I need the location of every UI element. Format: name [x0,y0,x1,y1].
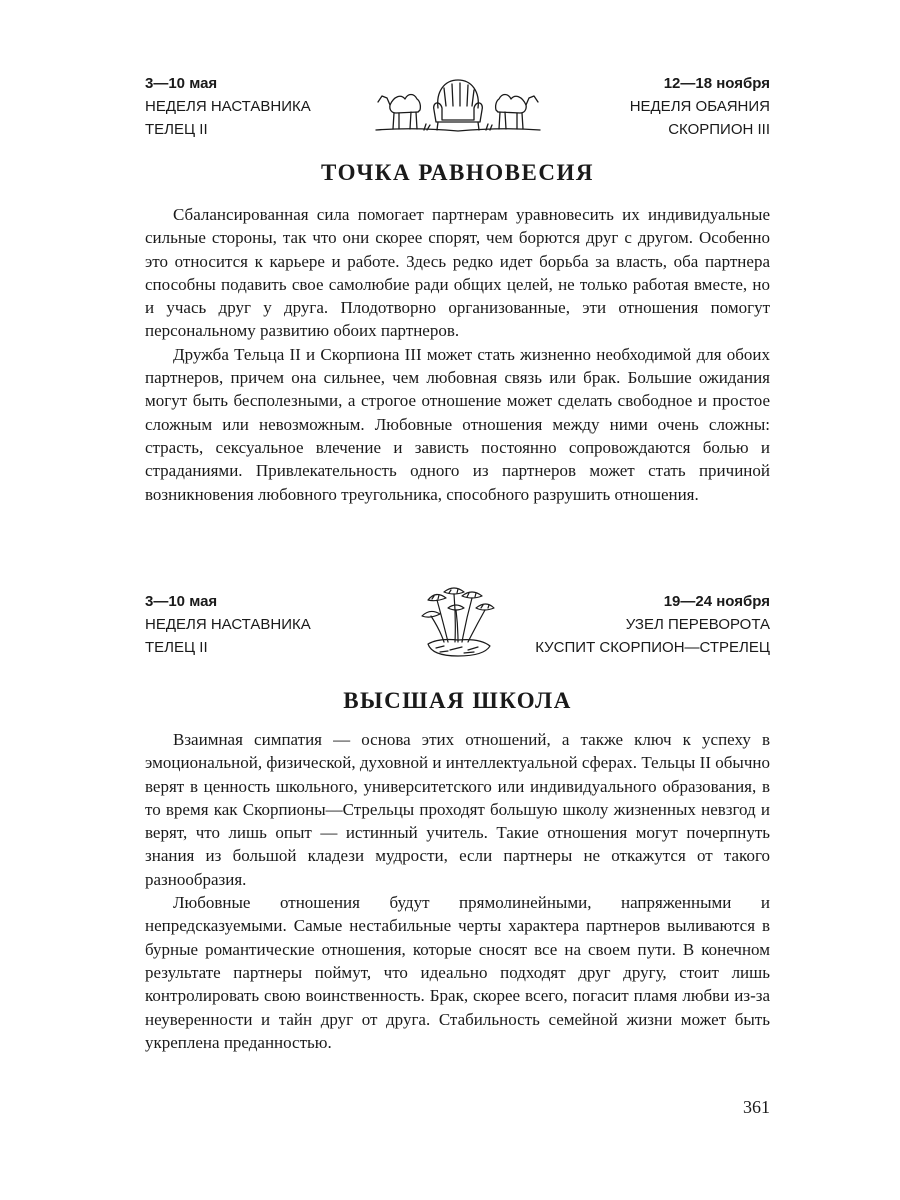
section2-header [145,590,770,660]
section1-title: ТОЧКА РАВНОВЕСИЯ [321,160,594,185]
section2-title: ВЫСШАЯ ШКОЛА [343,688,572,713]
section1-right-block [630,72,770,141]
section1-right-week: НЕДЕЛЯ ОБАЯНИЯ [629,98,770,115]
book-page [145,0,770,1200]
section2-paragraph: Любовные отношения будут прямолинейными, напряженными и непредсказуемыми. Самые нестабильные черты характера партнеров выливаются в бурные романтические отношения, которые сносят все на своем пути. В конечном результате партнеры поймут, что идеально подходят друг другу, стоит лишь контролировать свою воинственность. Брак, скорее всего, погасит пламя любви из-за неуверенности и тайн друг от друга. Стабильность семейной жизни может быть укреплена преданностью. [145,893,770,1052]
section2-left-sign: ТЕЛЕЦ II [145,639,208,656]
section1-paragraph: Сбалансированная сила помогает партнерам уравновесить их индивидуальные сильные стороны, так что они скорее спорят, чем борются друг с другом. Особенно это относится к карьере и работе. Здесь редко идет борьба за власть, оба партнера способны подавить свое самолюбие ради общих целей, не только работая вместе, но и учась друг у друга. Плодотворно организованные, эти отношения помогут персональному развитию обоих партнеров. [145,205,770,341]
mushrooms-icon [418,584,498,669]
section2-right-date: 19—24 ноября [663,593,770,610]
section1-body [145,203,770,506]
section2-right-week: УЗЕЛ ПЕРЕВОРОТА [625,616,770,633]
section1-right-sign: СКОРПИОН III [668,121,770,138]
camels-armchair-icon [374,72,542,143]
section1-left-week: НЕДЕЛЯ НАСТАВНИКА [145,98,311,115]
section2-left-block [145,590,311,659]
section2-right-sign: КУСПИТ СКОРПИОН—СТРЕЛЕЦ [535,639,770,656]
section1-left-date: 3—10 мая [145,75,218,92]
section1-left-block [145,72,311,141]
section2-right-block [535,590,770,659]
section2-body [145,728,770,1054]
section1-left-sign: ТЕЛЕЦ II [145,121,208,138]
section1-header [145,72,770,142]
section2-paragraph: Взаимная симпатия — основа этих отношений, а также ключ к успеху в эмоциональной, физической, духовной и интеллектуальной сферах. Тельцы II обычно верят в ценность школьного, университетского или индивидуального образования, в то время как Скорпионы—Стрельцы проходят большую школу жизненных невзгод и верят, что лишь опыт — истинный учитель. Такие отношения могут почерпнуть знания из большой кладези мудрости, если партнеры не откажутся от такого разнообразия. [145,730,770,889]
section1-right-date: 12—18 ноября [663,75,770,92]
section2-left-date: 3—10 мая [145,593,218,610]
section2-left-week: НЕДЕЛЯ НАСТАВНИКА [145,616,311,633]
section1-paragraph: Дружба Тельца II и Скорпиона III может стать жизненно необходимой для обоих партнеров, причем она сильнее, чем любовная связь или брак. Большие ожидания могут быть бесполезными, а строгое отношение может сделать свободное и простое сложным или невозможным. Любовные отношения между ними очень сложны: страсть, сексуальное влечение и зависть постоянно сопровождаются болью и страданиями. Привлекательность одного из партнеров может стать причиной возникновения любовного треугольника, способного разрушить отношения. [145,344,770,504]
page-number: 361 [743,1097,770,1117]
